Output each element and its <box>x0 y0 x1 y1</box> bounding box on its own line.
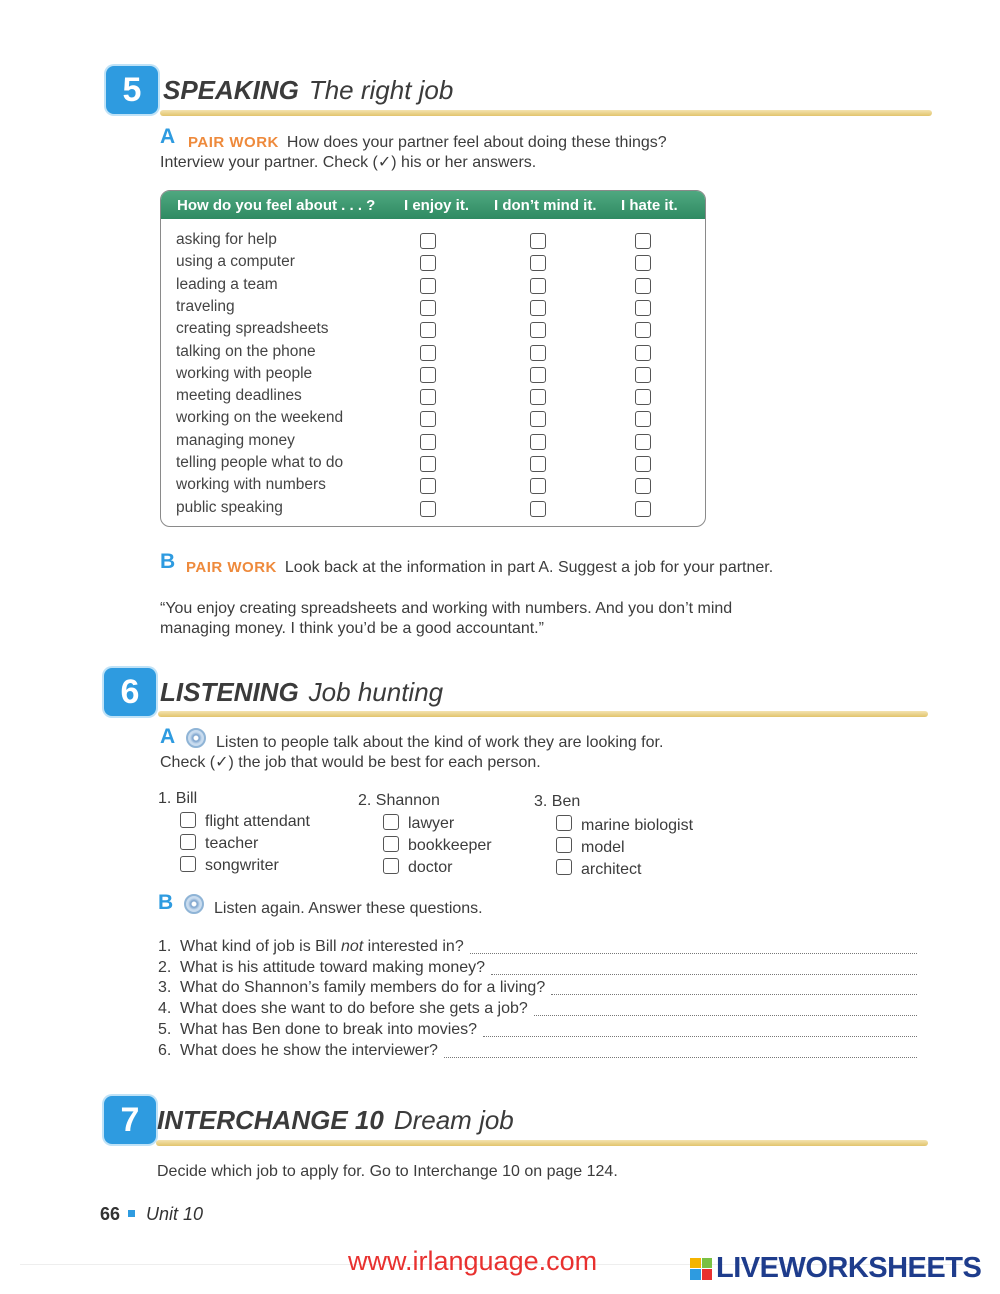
enjoy-checkbox[interactable] <box>420 300 436 316</box>
question-number: 2. <box>158 958 172 976</box>
option-checkbox[interactable] <box>383 858 399 874</box>
dont-mind-checkbox[interactable] <box>530 300 546 316</box>
section-6-part-b-letter: B <box>158 891 174 914</box>
person-name: 3. Ben <box>534 793 581 810</box>
option-label: model <box>581 839 625 856</box>
table-row-label: meeting deadlines <box>176 387 302 405</box>
question-number: 1. <box>158 938 172 955</box>
watermark-url[interactable]: www.irlanguage.com <box>348 1246 598 1276</box>
dont-mind-checkbox[interactable] <box>530 434 546 450</box>
option-checkbox[interactable] <box>556 837 572 853</box>
question-number: 6. <box>158 1041 172 1059</box>
question-text-part: What does she want to do before she gets a job? <box>180 1000 528 1018</box>
answer-line[interactable] <box>534 1014 917 1016</box>
section-5-part-b-letter: B <box>160 550 176 573</box>
section-7-subtitle: Dream job <box>393 1105 514 1135</box>
table-header-dont-mind: I don’t mind it. <box>494 197 597 214</box>
section-5-part-b-instructions <box>186 557 773 578</box>
dont-mind-checkbox[interactable] <box>530 389 546 405</box>
section-7-underline <box>156 1140 928 1146</box>
enjoy-checkbox[interactable] <box>420 389 436 405</box>
enjoy-checkbox[interactable] <box>420 456 436 472</box>
table-row-label: working with people <box>176 364 313 382</box>
enjoy-checkbox[interactable] <box>420 501 436 517</box>
enjoy-checkbox[interactable] <box>420 434 436 450</box>
hate-checkbox[interactable] <box>635 367 651 383</box>
hate-checkbox[interactable] <box>635 478 651 494</box>
question-text-part: interested in? <box>363 938 464 955</box>
section-6-keyword: LISTENING <box>160 677 299 707</box>
section-6-subtitle: Job hunting <box>308 677 444 707</box>
enjoy-checkbox[interactable] <box>420 233 436 249</box>
audio-disc-icon[interactable] <box>184 894 204 914</box>
table-row-label: traveling <box>176 297 235 315</box>
question-number: 5. <box>158 1020 172 1038</box>
enjoy-checkbox[interactable] <box>420 278 436 294</box>
dont-mind-checkbox[interactable] <box>530 322 546 338</box>
dont-mind-checkbox[interactable] <box>530 345 546 361</box>
footer-square-icon <box>128 1210 135 1217</box>
example-quote-line-1: “You enjoy creating spreadsheets and working with numbers. And you don’t mind <box>160 600 733 617</box>
instruction-line: Listen to people talk about the kind of work they are looking for. <box>216 734 664 751</box>
question-text <box>180 1019 477 1040</box>
section-7-keyword: INTERCHANGE 10 <box>157 1105 384 1135</box>
option-label: doctor <box>408 859 453 876</box>
question-number: 4. <box>158 1000 172 1018</box>
section-5-part-a-instructions <box>188 132 667 153</box>
table-row-label: public speaking <box>176 498 283 516</box>
hate-checkbox[interactable] <box>635 434 651 450</box>
hate-checkbox[interactable] <box>635 389 651 405</box>
enjoy-checkbox[interactable] <box>420 367 436 383</box>
dont-mind-checkbox[interactable] <box>530 278 546 294</box>
table-row-label: creating spreadsheets <box>176 320 329 338</box>
unit-label: Unit 10 <box>146 1204 204 1224</box>
dont-mind-checkbox[interactable] <box>530 501 546 517</box>
question-text <box>180 998 528 1019</box>
hate-checkbox[interactable] <box>635 456 651 472</box>
question-text-part: What do Shannon’s family members do for a living? <box>180 979 546 997</box>
question-text-part: What is his attitude toward making money? <box>180 958 486 976</box>
person-name: 2. Shannon <box>358 792 440 809</box>
dont-mind-checkbox[interactable] <box>530 411 546 427</box>
dont-mind-checkbox[interactable] <box>530 367 546 383</box>
option-checkbox[interactable] <box>383 836 399 852</box>
section-5-underline <box>160 110 932 116</box>
table-row-label: talking on the phone <box>176 342 316 360</box>
question-text-part: What does he show the interviewer? <box>180 1041 438 1059</box>
section-5-subtitle: The right job <box>308 75 454 105</box>
answer-line[interactable] <box>470 952 917 954</box>
hate-checkbox[interactable] <box>635 300 651 316</box>
instruction-line: How does your partner feel about doing these things? <box>286 134 667 151</box>
brand-name: LIVEWORKSHEETS <box>716 1252 982 1284</box>
person-name: 1. Bill <box>158 790 198 807</box>
option-label: marine biologist <box>581 817 694 834</box>
section-7-instructions: Decide which job to apply for. Go to Interchange 10 on page 124. <box>157 1163 618 1180</box>
question-text-part: What kind of job is Bill <box>180 938 341 955</box>
dont-mind-checkbox[interactable] <box>530 233 546 249</box>
question-text <box>180 1040 438 1061</box>
section-6-number: 6 <box>104 668 156 716</box>
hate-checkbox[interactable] <box>635 411 651 427</box>
table-row-label: using a computer <box>176 253 295 271</box>
question-text <box>180 977 545 998</box>
question-emphasis: not <box>340 938 364 955</box>
hate-checkbox[interactable] <box>635 278 651 294</box>
table-header <box>161 191 705 219</box>
table-row-label: managing money <box>176 431 295 449</box>
table-row-label: leading a team <box>176 275 278 293</box>
answer-line[interactable] <box>444 1056 917 1058</box>
instruction-line: Check (✓) the job that would be best for each person. <box>160 754 541 771</box>
section-7-number: 7 <box>104 1096 156 1144</box>
enjoy-checkbox[interactable] <box>420 322 436 338</box>
table-header-enjoy: I enjoy it. <box>404 197 470 214</box>
answer-line[interactable] <box>551 993 917 995</box>
option-label: songwriter <box>205 857 279 874</box>
section-5-part-a-letter: A <box>160 125 176 148</box>
instruction-line: Look back at the information in part A. Suggest a job for your partner. <box>284 559 774 576</box>
hate-checkbox[interactable] <box>635 233 651 249</box>
pair-work-tag: PAIR WORK <box>186 559 277 576</box>
option-checkbox[interactable] <box>556 815 572 831</box>
pair-work-tag: PAIR WORK <box>188 134 279 151</box>
option-checkbox[interactable] <box>383 814 399 830</box>
hate-checkbox[interactable] <box>635 255 651 271</box>
example-quote-line-2: managing money. I think you’d be a good accountant.” <box>160 620 544 637</box>
option-label: architect <box>581 861 642 878</box>
hate-checkbox[interactable] <box>635 322 651 338</box>
answer-line[interactable] <box>483 1035 917 1037</box>
option-checkbox[interactable] <box>180 812 196 828</box>
question-text-part: What has Ben done to break into movies? <box>180 1020 478 1038</box>
enjoy-checkbox[interactable] <box>420 255 436 271</box>
liveworksheets-brand[interactable] <box>690 1252 981 1285</box>
dont-mind-checkbox[interactable] <box>530 255 546 271</box>
hate-checkbox[interactable] <box>635 345 651 361</box>
enjoy-checkbox[interactable] <box>420 411 436 427</box>
section-5-keyword: SPEAKING <box>163 75 299 105</box>
liveworksheets-logo-icon <box>690 1258 712 1280</box>
page-number: 66 <box>100 1204 121 1224</box>
enjoy-checkbox[interactable] <box>420 345 436 361</box>
section-6-underline <box>158 711 928 717</box>
table-row-label: working with numbers <box>176 476 326 494</box>
option-checkbox[interactable] <box>180 856 196 872</box>
option-checkbox[interactable] <box>180 834 196 850</box>
table-header-activity: How do you feel about . . . ? <box>177 197 376 214</box>
dont-mind-checkbox[interactable] <box>530 456 546 472</box>
option-label: bookkeeper <box>408 837 492 854</box>
audio-disc-icon[interactable] <box>186 728 206 748</box>
instruction-line: Listen again. Answer these questions. <box>214 900 483 917</box>
enjoy-checkbox[interactable] <box>420 478 436 494</box>
option-label: teacher <box>205 835 259 852</box>
section-6-title <box>160 677 443 708</box>
instruction-line: Interview your partner. Check (✓) his or her answers. <box>160 154 537 171</box>
table-header-hate: I hate it. <box>621 197 678 214</box>
feelings-table <box>160 190 706 527</box>
option-label: flight attendant <box>205 813 310 830</box>
dont-mind-checkbox[interactable] <box>530 478 546 494</box>
table-row-label: asking for help <box>176 231 277 248</box>
question-text <box>180 936 464 957</box>
question-number: 3. <box>158 979 172 997</box>
option-checkbox[interactable] <box>556 859 572 875</box>
section-5-number: 5 <box>106 66 158 114</box>
section-6-part-a-letter: A <box>160 725 176 748</box>
option-label: lawyer <box>408 815 455 832</box>
section-7-title <box>157 1105 514 1136</box>
table-row-label: working on the weekend <box>176 409 344 427</box>
question-text <box>180 957 485 978</box>
hate-checkbox[interactable] <box>635 501 651 517</box>
answer-line[interactable] <box>491 973 917 975</box>
section-5-title <box>163 75 453 106</box>
table-row-label: telling people what to do <box>176 454 344 471</box>
